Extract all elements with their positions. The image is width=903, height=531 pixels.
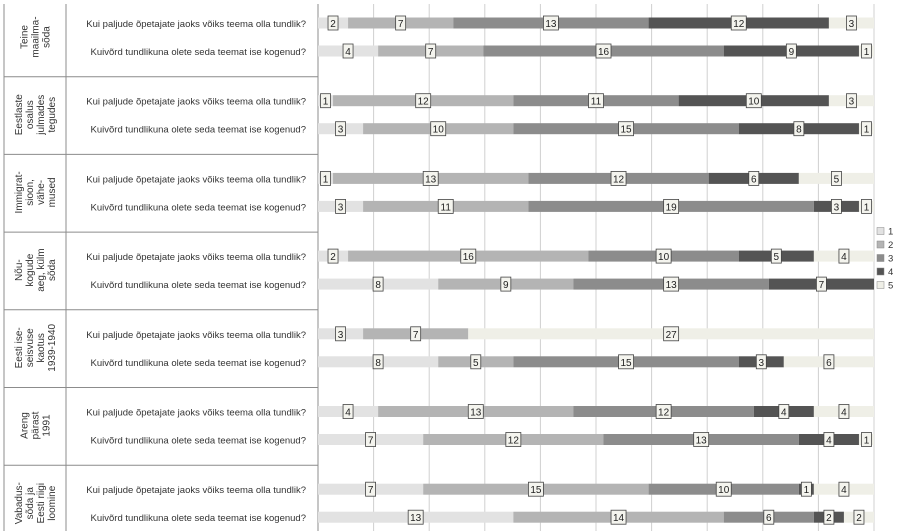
data-label: 3 — [337, 202, 344, 214]
group-label-line: maailma- — [30, 16, 42, 58]
question-label: Kuivõrd tundlikuna olete seda teemat ise kogenud? — [90, 357, 306, 369]
data-label: 10 — [658, 252, 670, 264]
data-label: 7 — [427, 47, 434, 58]
data-label: 9 — [788, 47, 795, 58]
group-label-line: osalus — [25, 100, 36, 130]
data-label: 4 — [826, 435, 832, 447]
data-label: 15 — [530, 485, 542, 497]
group-label-line: seisvuse — [25, 328, 36, 368]
group-label — [14, 248, 58, 291]
group-label-line: pärast — [30, 411, 42, 440]
group-label-line: Nõu- — [14, 259, 25, 281]
data-label: 19 — [665, 202, 677, 214]
data-label: 2 — [856, 513, 862, 525]
data-label: 12 — [658, 407, 670, 419]
data-label: 5 — [773, 252, 780, 264]
legend-swatch-3 — [877, 255, 884, 262]
group-label-line: sõda — [41, 26, 53, 48]
group-label — [14, 323, 58, 371]
data-label: 11 — [440, 202, 451, 214]
data-label: 13 — [470, 407, 482, 419]
group-label — [14, 482, 58, 524]
group-label-line: sõda ja — [25, 487, 36, 520]
group-label-line: kaotus — [36, 333, 47, 363]
data-label: 16 — [597, 47, 610, 58]
data-label: 2 — [330, 252, 336, 264]
data-label: 10 — [718, 485, 730, 497]
group-label — [20, 411, 53, 439]
data-label: 13 — [665, 280, 677, 292]
data-label: 13 — [695, 435, 707, 447]
legend-swatch-2 — [877, 241, 884, 248]
group-label-line: 1991 — [41, 414, 53, 437]
group-label — [14, 94, 58, 136]
data-label: 3 — [848, 19, 855, 30]
data-label: 3 — [833, 202, 840, 214]
data-label: 27 — [665, 329, 677, 341]
data-label: 3 — [758, 357, 765, 369]
legend-label: 4 — [888, 267, 894, 278]
legend-swatch-5 — [877, 282, 884, 289]
data-label: 10 — [748, 96, 760, 108]
data-label: 7 — [397, 19, 404, 30]
group-label-line: Teine — [19, 25, 31, 49]
data-label: 1 — [803, 485, 810, 497]
question-label: Kui paljude õpetajate jaoks võiks teema olla tundlik? — [86, 485, 306, 497]
group-label — [20, 16, 53, 57]
data-label: 8 — [375, 280, 381, 292]
data-label: 11 — [590, 96, 602, 108]
data-label: 7 — [367, 485, 374, 497]
legend-label: 5 — [888, 280, 894, 292]
question-label: Kuivõrd tundlikuna olete seda teemat ise kogenud? — [90, 513, 306, 525]
data-label: 2 — [826, 513, 832, 525]
data-label: 7 — [412, 329, 419, 341]
group-label-line: julmades — [36, 94, 47, 135]
data-label: 7 — [818, 280, 825, 292]
group-label-line: Eesti riigi — [36, 482, 47, 524]
data-label: 4 — [841, 407, 847, 419]
data-label: 13 — [545, 19, 557, 30]
data-label: 1 — [322, 174, 329, 186]
group-label-line: Areng — [19, 412, 31, 439]
legend-label: 1 — [888, 226, 894, 238]
data-label: 1 — [863, 124, 870, 136]
data-label: 15 — [620, 124, 632, 136]
data-label: 8 — [796, 124, 802, 136]
question-label: Kuivõrd tundlikuna olete seda teemat ise kogenud? — [90, 202, 306, 214]
question-label: Kuivõrd tundlikuna olete seda teemat ise kogenud? — [90, 435, 306, 447]
group-label-line: Vabadus- — [14, 482, 25, 525]
data-label: 7 — [367, 435, 374, 447]
data-label: 1 — [863, 47, 870, 58]
group-label-line: loomine — [47, 485, 58, 521]
data-label: 4 — [781, 407, 787, 419]
data-label: 6 — [766, 513, 772, 525]
data-label: 4 — [345, 47, 351, 58]
data-label: 1 — [863, 435, 870, 447]
data-label: 15 — [620, 357, 632, 369]
data-label: 10 — [432, 124, 444, 136]
question-label: Kui paljude õpetajate jaoks võiks teema olla tundlik? — [86, 407, 306, 419]
data-label: 13 — [425, 174, 437, 186]
group-label-line: sõda — [47, 259, 58, 281]
data-label: 1 — [322, 96, 329, 108]
question-label: Kui paljude õpetajate jaoks võiks teema olla tundlik? — [86, 329, 306, 341]
data-label: 14 — [612, 513, 625, 525]
data-label: 4 — [841, 485, 847, 497]
question-label: Kui paljude õpetajate jaoks võiks teema olla tundlik? — [86, 174, 306, 186]
group-label-line: Eesti ise- — [14, 327, 25, 369]
question-label: Kuivõrd tundlikuna olete seda teemat ise kogenud? — [90, 280, 306, 292]
group-label-line: sioon, — [25, 179, 36, 206]
data-label: 13 — [410, 513, 422, 525]
legend-swatch-4 — [877, 268, 884, 275]
data-label: 6 — [826, 357, 832, 369]
question-label: Kui paljude õpetajate jaoks võiks teema olla tundlik? — [86, 19, 306, 30]
question-label: Kuivõrd tundlikuna olete seda teemat ise kogenud? — [90, 47, 306, 58]
legend-label: 2 — [888, 240, 894, 251]
data-label: 2 — [330, 19, 336, 30]
legend-swatch-1 — [877, 228, 884, 235]
question-label: Kuivõrd tundlikuna olete seda teemat ise kogenud? — [90, 124, 306, 136]
data-label: 5 — [473, 357, 479, 369]
group-label-line: tegudes — [47, 96, 58, 133]
data-label: 3 — [848, 96, 855, 108]
data-label: 16 — [462, 252, 474, 264]
data-label: 3 — [337, 124, 344, 136]
group-label-line: Immigrat- — [14, 171, 25, 214]
data-label: 9 — [503, 280, 509, 292]
question-label: Kui paljude õpetajate jaoks võiks teema olla tundlik? — [86, 252, 306, 264]
data-label: 12 — [612, 174, 625, 186]
data-label: 12 — [507, 435, 519, 447]
data-label: 3 — [337, 329, 344, 341]
question-label: Kui paljude õpetajate jaoks võiks teema olla tundlik? — [86, 96, 306, 108]
group-label-line: aeg, külm — [36, 248, 47, 292]
group-label-line: vähe- — [36, 179, 47, 205]
data-label: 4 — [345, 407, 351, 419]
group-label-line: Eestlaste — [14, 94, 25, 136]
group-label-line: 1939-1940 — [47, 323, 58, 372]
data-label: 6 — [751, 174, 757, 186]
data-label: 1 — [863, 202, 870, 214]
data-label: 5 — [833, 174, 840, 186]
group-label-line: kogude — [25, 253, 36, 287]
legend-label: 3 — [888, 253, 894, 265]
group-label-line: mused — [47, 177, 58, 208]
data-label: 12 — [417, 96, 429, 108]
data-label: 12 — [733, 19, 745, 30]
data-label: 8 — [375, 357, 381, 369]
group-label — [14, 171, 58, 213]
data-label: 4 — [841, 252, 847, 264]
